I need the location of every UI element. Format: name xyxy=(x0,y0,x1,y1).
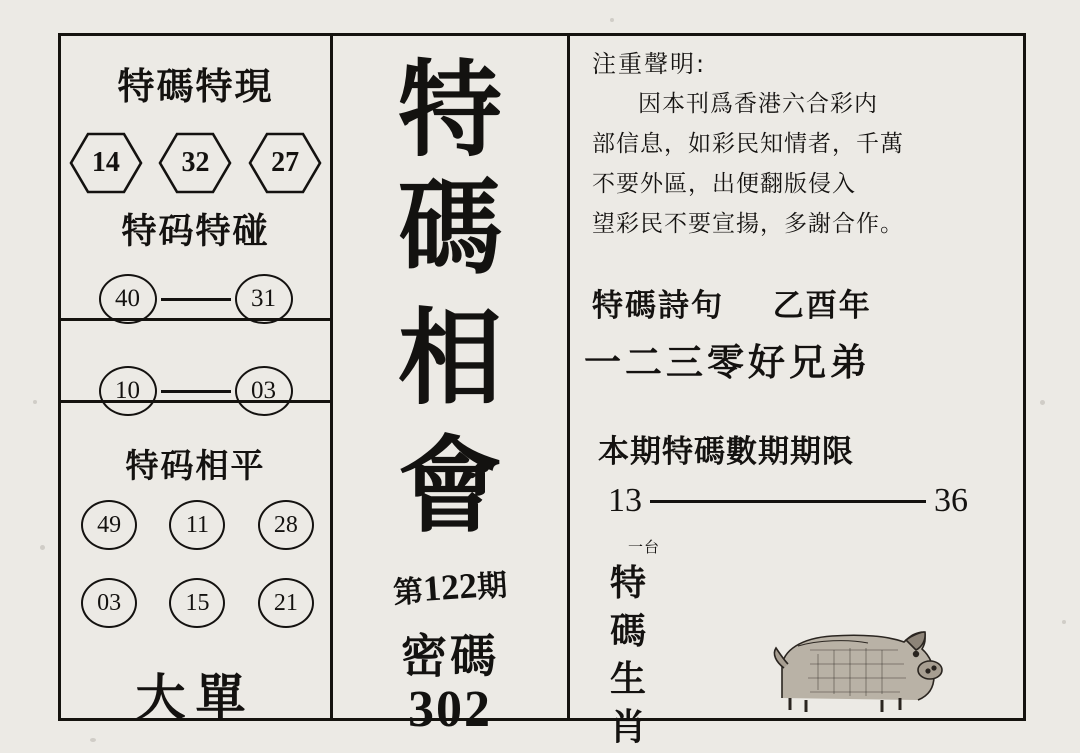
notice-line-2: 部信息，如彩民知情者，千萬 xyxy=(592,131,904,157)
grid-number-3: 28 xyxy=(258,500,314,550)
pair-1-right: 31 xyxy=(235,274,293,324)
notice-title: 注重聲明: xyxy=(592,50,707,78)
notice-line-1: 因本刊爲香港六合彩内 xyxy=(638,91,878,117)
limit-range-row xyxy=(608,482,968,520)
pair-1-left: 40 xyxy=(99,274,157,324)
section-title-xiangping: 特码相平 xyxy=(125,446,266,485)
left-footer-text: 大單 xyxy=(135,669,256,727)
title-char-2: 碼 xyxy=(397,166,502,289)
pair-row-1 xyxy=(61,274,330,324)
pair-1-connector xyxy=(161,298,231,301)
grid-number-6: 21 xyxy=(258,578,314,628)
paper-speckle xyxy=(1040,400,1045,405)
limit-title: 本期特碼數期期限 xyxy=(598,434,854,470)
poem-year: 乙酉年 xyxy=(772,288,872,324)
right-column xyxy=(570,36,1026,748)
mima-label: 密碼 xyxy=(401,629,499,683)
hex-number-2 xyxy=(158,132,232,194)
pig-icon xyxy=(758,606,958,718)
notice-body xyxy=(592,84,1012,244)
issue-number: 122 xyxy=(421,565,479,609)
limit-connector xyxy=(650,500,926,503)
grid-row-1 xyxy=(65,500,330,550)
hex-number-2-value: 32 xyxy=(181,147,210,178)
left-column xyxy=(61,36,330,727)
paper-speckle xyxy=(33,400,37,404)
grid-number-5: 15 xyxy=(169,578,225,628)
limit-from: 13 xyxy=(608,482,642,519)
issue-line xyxy=(332,556,568,616)
grid-number-2: 11 xyxy=(169,500,225,550)
grid-number-1: 49 xyxy=(81,500,137,550)
poem-line: 一二三零好兄弟 xyxy=(584,341,871,384)
section-title-tepeng: 特码特碰 xyxy=(121,212,270,252)
title-char-1: 特 xyxy=(397,48,502,171)
hex-number-row xyxy=(61,132,330,194)
middle-column xyxy=(333,36,567,738)
section-title-texian: 特碼特現 xyxy=(117,65,274,108)
hex-number-3-value: 27 xyxy=(271,147,300,178)
pair-2-left: 10 xyxy=(99,366,157,416)
title-char-4: 會 xyxy=(397,424,502,547)
grid-row-2 xyxy=(65,578,330,628)
zodiac-label: 特碼生肖 xyxy=(609,563,646,748)
notice-line-3: 不要外區，出便翻版侵入 xyxy=(592,171,856,197)
hex-number-1 xyxy=(69,132,143,194)
poem-heading xyxy=(592,280,872,325)
paper-speckle xyxy=(90,738,96,742)
mima-number: 302 xyxy=(408,681,492,738)
pair-2-connector xyxy=(161,390,231,393)
grid-number-4: 03 xyxy=(81,578,137,628)
issue-prefix: 第 xyxy=(392,573,425,611)
hex-number-3 xyxy=(248,132,322,194)
pair-row-2 xyxy=(61,366,330,416)
paper-speckle xyxy=(40,545,45,550)
poem-title: 特碼詩句 xyxy=(592,288,724,324)
title-char-3: 相 xyxy=(397,296,502,419)
notice-line-4: 望彩民不要宣揚，多謝合作。 xyxy=(592,211,904,237)
limit-note: 一台 xyxy=(628,538,661,556)
paper-speckle xyxy=(1062,620,1066,624)
limit-to: 36 xyxy=(934,482,968,519)
paper-speckle xyxy=(610,18,614,22)
pair-2-right: 03 xyxy=(235,366,293,416)
hex-number-1-value: 14 xyxy=(91,147,120,178)
issue-suffix: 期 xyxy=(475,568,509,606)
